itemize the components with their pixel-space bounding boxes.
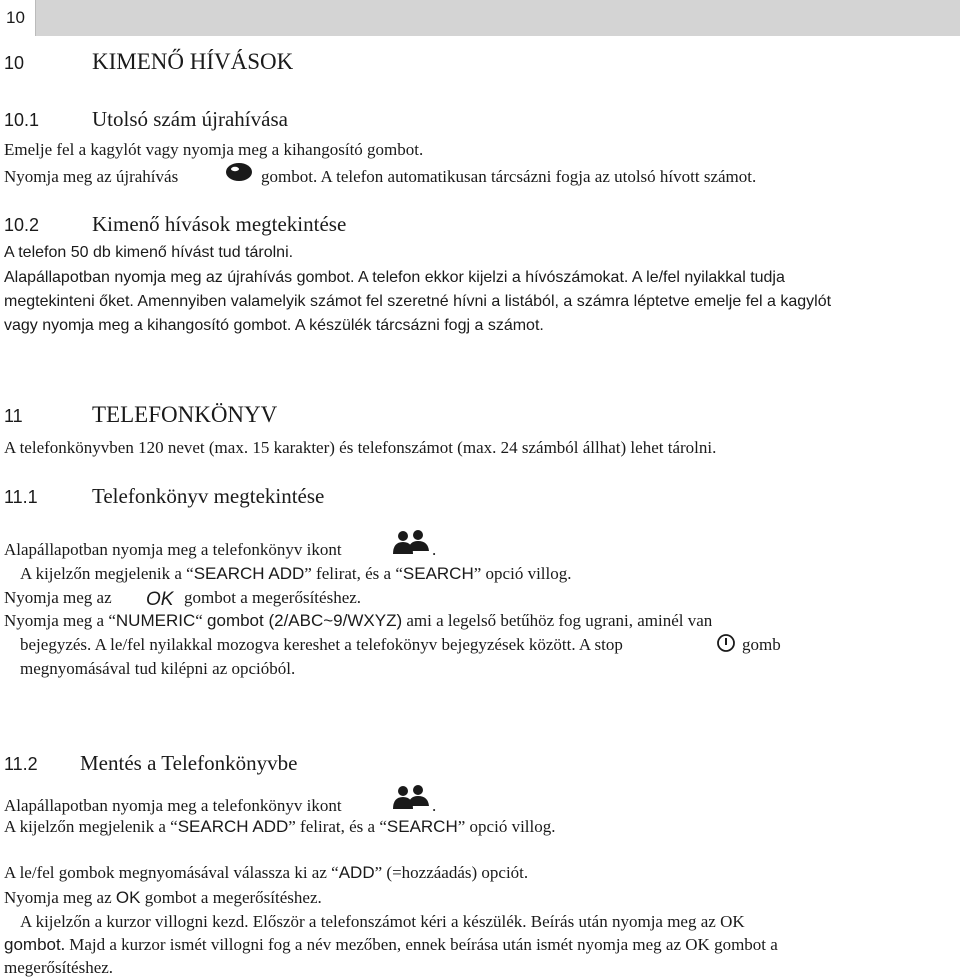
text-run: gombot: [4, 935, 61, 954]
text-run: gombot (2/ABC~9/WXYZ): [207, 611, 403, 630]
paragraph-line: [4, 816, 555, 838]
paragraph-line: [4, 862, 528, 884]
section-10-2-heading: [4, 211, 346, 238]
section-number: 11.1: [4, 487, 38, 507]
paragraph-line: .: [432, 796, 437, 815]
paragraph-line: Alapállapotban nyomja meg az újrahívás gombot. A telefon ekkor kijelzi a hívószámokat. A le/fel nyilakkal tudja: [4, 269, 785, 286]
paragraph-line: megnyomásával tud kilépni az opcióból.: [20, 659, 296, 678]
paragraph-line: [4, 610, 712, 632]
text-run: A le/fel gombok megnyomásával válassza ki az “: [4, 863, 339, 882]
section-10-1-heading: [4, 106, 288, 133]
paragraph-line: [4, 887, 322, 909]
section-number: 10.1: [4, 110, 40, 130]
text-run: . Majd a kurzor ismét villogni fog a név mezőben, ennek beírása után ismét nyomja meg az OK gombot a: [60, 935, 778, 954]
text-run: A kijelzőn megjelenik a “: [20, 564, 194, 583]
section-11-1-heading: [4, 483, 324, 510]
text-run: ” opció villog.: [473, 564, 572, 583]
text-run: OK: [115, 888, 141, 907]
paragraph-line: megtekinteni őket. Amennyiben valamelyik számot fel szeretné hívni a listából, a számra léptetve emelje fel a kagylót: [4, 293, 832, 310]
text-run: A kijelzőn megjelenik a “: [4, 817, 178, 836]
text-run: SEARCH ADD: [193, 564, 305, 583]
page-number: 10: [0, 0, 36, 36]
section-title: Kimenő hívások megtekintése: [92, 212, 347, 236]
paragraph-line: bejegyzés. A le/fel nyilakkal mozogva kereshet a telefokönyv bejegyzések között. A stop: [20, 635, 623, 654]
paragraph-line: megerősítéshez.: [4, 958, 114, 977]
text-run: gombot a megerősítéshez.: [140, 888, 322, 907]
paragraph-line: [4, 934, 778, 956]
paragraph-line: Alapállapotban nyomja meg a telefonkönyv ikont: [4, 796, 342, 815]
text-run: SEARCH ADD: [177, 817, 289, 836]
text-run: NUMERIC: [115, 611, 196, 630]
paragraph-line: vagy nyomja meg a kihangosító gombot. A készülék tárcsázni fogj a számot.: [4, 317, 544, 334]
text-run: “: [195, 611, 208, 630]
ok-button-icon: OK: [146, 589, 174, 610]
text-run: ADD: [338, 863, 375, 882]
paragraph-line: gomb: [742, 635, 781, 654]
section-title: KIMENŐ HÍVÁSOK: [92, 49, 294, 74]
text-run: ” (=hozzáadás) opciót.: [374, 863, 529, 882]
paragraph-line: A telefonkönyvben 120 nevet (max. 15 karakter) és telefonszámot (max. 24 számból állhat) lehet tárolni.: [4, 438, 717, 457]
text-run: SEARCH: [402, 564, 474, 583]
section-number: 11.2: [4, 754, 38, 774]
paragraph-line: gombot a megerősítéshez.: [184, 588, 362, 607]
text-run: Nyomja meg az: [4, 888, 116, 907]
section-11-2-heading: [4, 750, 297, 777]
paragraph-line: Alapállapotban nyomja meg a telefonkönyv ikont: [4, 540, 342, 559]
phonebook-people-icon: [392, 529, 430, 555]
paragraph-line: A telefon 50 db kimenő hívást tud tárolni.: [4, 244, 294, 261]
header-bar: [0, 0, 960, 36]
paragraph-line: Nyomja meg az: [4, 588, 112, 607]
text-run: ” felirat, és a “: [288, 817, 387, 836]
paragraph-line: [20, 563, 571, 585]
section-10-heading: [4, 48, 293, 77]
paragraph-line: A kijelzőn a kurzor villogni kezd. Először a telefonszámot kéri a készülék. Beírás után nyomja meg az OK: [20, 912, 745, 931]
text-run: ami a legelső betűhöz fog ugrani, aminél van: [402, 611, 713, 630]
text-run: ” opció villog.: [457, 817, 556, 836]
text-run: Nyomja meg a “: [4, 611, 116, 630]
section-title: Telefonkönyv megtekintése: [92, 484, 325, 508]
paragraph-line: Nyomja meg az újrahívás: [4, 167, 179, 186]
section-number: 10.2: [4, 215, 40, 235]
text-run: ” felirat, és a “: [304, 564, 403, 583]
phonebook-people-icon: [392, 784, 430, 810]
redial-button-icon: [224, 161, 254, 183]
section-title: Utolsó szám újrahívása: [92, 107, 288, 131]
section-number: 11: [4, 406, 23, 426]
paragraph-line: .: [432, 540, 437, 559]
paragraph-line: gombot. A telefon automatikusan tárcsázni fogja az utolsó hívott számot.: [261, 167, 757, 186]
text-run: SEARCH: [386, 817, 458, 836]
section-number: 10: [4, 53, 25, 73]
stop-power-icon: [716, 633, 736, 653]
section-11-heading: [4, 401, 277, 430]
section-title: Mentés a Telefonkönyvbe: [80, 751, 298, 775]
section-title: TELEFONKÖNYV: [92, 402, 278, 427]
paragraph-line: Emelje fel a kagylót vagy nyomja meg a kihangosító gombot.: [4, 140, 424, 159]
